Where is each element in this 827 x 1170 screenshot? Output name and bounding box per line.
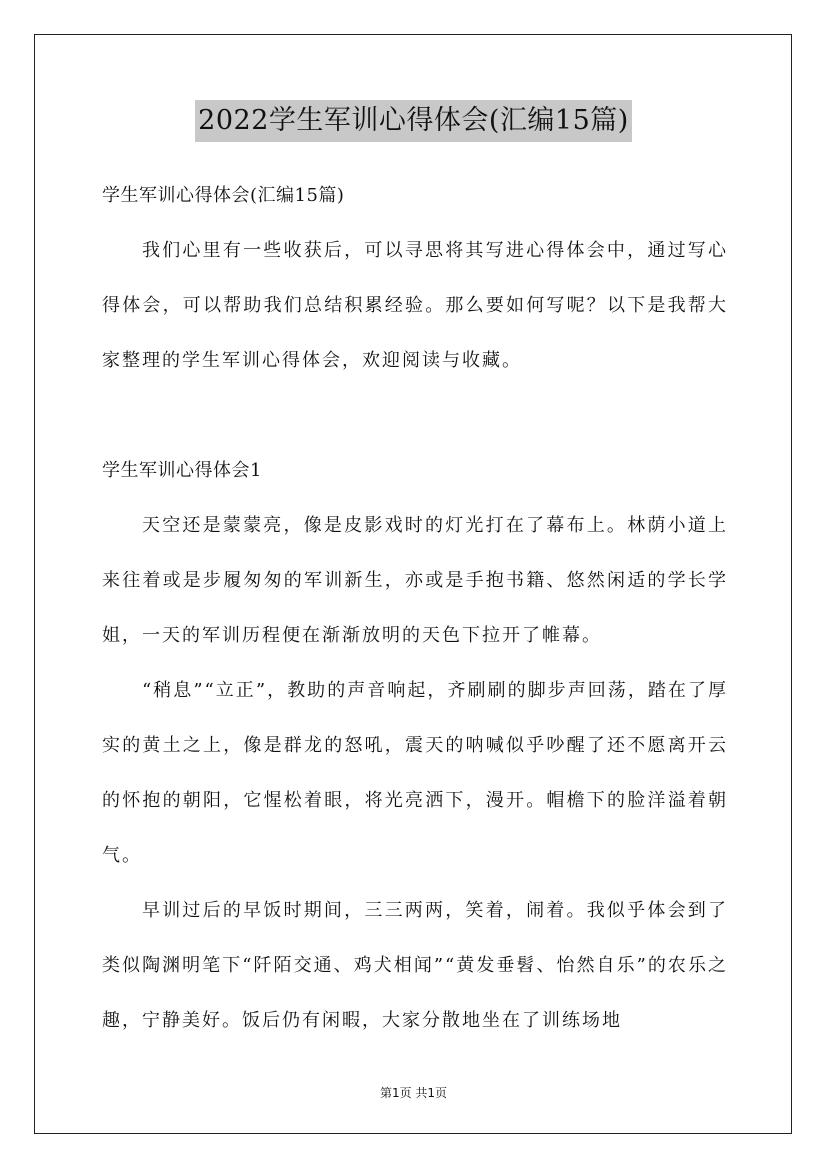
paragraph-3: 早训过后的早饭时期间，三三两两，笑着，闹着。我似乎体会到了类似陶渊明笔下“阡陌交通、鸡犬相闻”“黄发垂髫、怡然自乐”的农乐之趣，宁静美好。饭后仍有闲暇，大家分散地坐在了训练场地	[102, 900, 728, 1031]
blank-line	[102, 388, 728, 443]
paragraph-1: 天空还是蒙蒙亮，像是皮影戏时的灯光打在了幕布上。林荫小道上来往着或是步履匆匆的军训新生，亦或是手抱书籍、悠然闲适的学长学姐，一天的军训历程便在渐渐放明的天色下拉开了帷幕。	[102, 515, 728, 646]
document-title: 2022学生军训心得体会(汇编15篇)	[195, 100, 632, 142]
section-heading: 学生军训心得体会1	[102, 460, 262, 481]
document-body	[102, 168, 728, 1048]
document-subtitle: 学生军训心得体会(汇编15篇)	[102, 185, 345, 206]
paragraph-2: “稍息”“立正”，教助的声音响起，齐刷刷的脚步声回荡，踏在了厚实的黄土之上，像是群龙的怒吼，震天的呐喊似乎吵醒了还不愿离开云的怀抱的朝阳，它惺松着眼，将光亮洒下，漫开。帽檐下的脸洋溢着朝气。	[102, 680, 728, 866]
title-container	[0, 100, 827, 142]
intro-paragraph: 我们心里有一些收获后，可以寻思将其写进心得体会中，通过写心得体会，可以帮助我们总结积累经验。那么要如何写呢？以下是我帮大家整理的学生军训心得体会，欢迎阅读与收藏。	[102, 240, 728, 371]
page-footer: 第1页 共1页	[379, 1086, 448, 1100]
